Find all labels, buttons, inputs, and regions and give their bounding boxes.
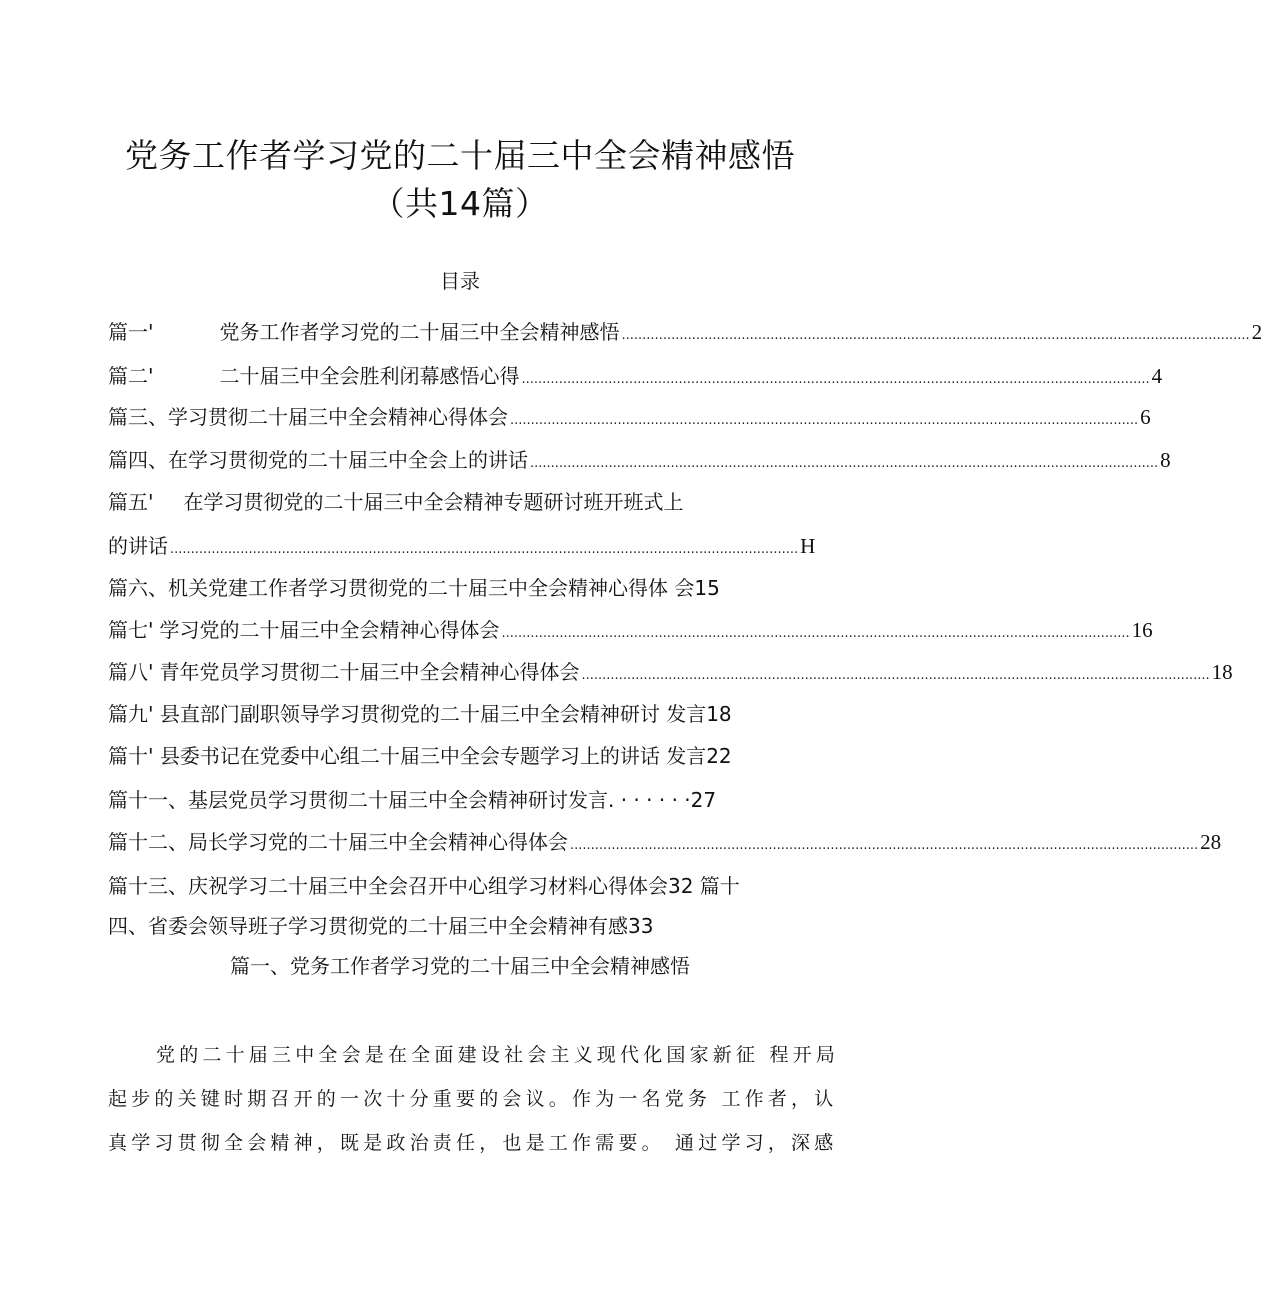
toc-entry-title: 在学习贯彻党的二十届三中全会精神专题研讨班开班式上 [183, 490, 684, 514]
toc-entry[interactable]: 篇十' 县委书记在党委中心组二十届三中全会专题学习上的讲话 发言22 [108, 744, 732, 768]
toc-entry-prefix: 篇十二、 [108, 830, 188, 854]
toc-entry[interactable]: 篇九' 县直部门副职领导学习贯彻党的二十届三中全会精神研讨 发言18 [108, 702, 732, 726]
toc-entry-title: 二十届三中全会胜利闭幕感悟心得 [219, 364, 520, 388]
toc-entry[interactable]: 篇十一、基层党员学习贯彻二十届三中全会精神研讨发言. · · · · · ·27 [108, 788, 717, 812]
toc-entry-prefix: 篇五' [108, 490, 154, 514]
toc-entry-page: 18 [1211, 660, 1233, 684]
leader-dots: ........................................................................................................................................................ [510, 413, 1139, 428]
toc-entry-title: 在学习贯彻党的二十届三中全会上的讲话 [168, 448, 528, 472]
toc-entry-prefix: 篇二' [108, 364, 154, 388]
leader-dots: ........................................................................................................................................................ [570, 838, 1199, 853]
body-paragraph-line: 起步的关键时期召开的一次十分重要的会议。作为一名党务 工作者，认 [108, 1088, 838, 1110]
leader-dots: ........................................................................................................................................................ [521, 372, 1150, 387]
toc-entry-title: 学习党的二十届三中全会精神心得体会 [159, 618, 500, 642]
toc-entry-title: 青年党员学习贯彻二十届三中全会精神心得体会 [159, 660, 580, 684]
toc-entry-page: 16 [1131, 618, 1153, 642]
toc-entry-prefix: 篇八' [108, 660, 154, 684]
toc-entry-page: 8 [1160, 448, 1171, 472]
toc-entry[interactable] [108, 444, 1171, 474]
toc-entry-title: 局长学习党的二十届三中全会精神心得体会 [188, 830, 568, 854]
document-subtitle: （共14篇） [371, 184, 549, 223]
toc-entry-prefix: 篇七' [108, 618, 154, 642]
document-title: 党务工作者学习党的二十届三中全会精神感悟 [125, 136, 795, 175]
section-title: 篇一、党务工作者学习党的二十届三中全会精神感悟 [230, 954, 690, 978]
toc-entry-page: 6 [1140, 405, 1151, 429]
toc-entry[interactable] [108, 614, 1153, 644]
toc-entry[interactable]: 篇六、机关党建工作者学习贯彻党的二十届三中全会精神心得体 会15 [108, 576, 720, 600]
leader-dots: ........................................................................................................................................................ [170, 542, 799, 557]
toc-entry-title-continuation: 的讲话 [108, 534, 168, 558]
toc-entry-prefix: 篇四、 [108, 448, 168, 472]
body-paragraph-line: 真学习贯彻全会精神，既是政治责任，也是工作需要。 通过学习，深感 [108, 1132, 838, 1154]
leader-dots: ........................................................................................................................................................ [501, 626, 1130, 641]
toc-entry-title: 学习贯彻二十届三中全会精神心得体会 [168, 405, 508, 429]
toc-entry-page: 2 [1251, 320, 1262, 344]
toc-entry[interactable] [108, 401, 1151, 431]
leader-dots: ........................................................................................................................................................ [530, 456, 1159, 471]
toc-entry[interactable] [108, 656, 1233, 686]
toc-entry-page: H [800, 534, 816, 558]
toc-entry-title: 党务工作者学习党的二十届三中全会精神感悟 [219, 320, 620, 344]
toc-entry[interactable]: 四、省委会领导班子学习贯彻党的二十届三中全会精神有感33 [108, 914, 654, 938]
leader-dots: ........................................................................................................................................................ [621, 328, 1250, 343]
toc-entry-page: 4 [1151, 364, 1163, 388]
body-paragraph-line: 党的二十届三中全会是在全面建设社会主义现代化国家新征 程开局 [156, 1044, 840, 1066]
toc-entry[interactable]: 篇十三、庆祝学习二十届三中全会召开中心组学习材料心得体会32 篇十 [108, 874, 740, 898]
toc-entry-prefix: 篇三、 [108, 405, 168, 429]
toc-entry[interactable] [108, 826, 1222, 856]
toc-entry-page: 28 [1200, 830, 1222, 854]
toc-entry[interactable] [108, 360, 1163, 390]
leader-dots: ........................................................................................................................................................ [581, 668, 1210, 683]
toc-entry[interactable] [108, 316, 1262, 346]
toc-heading: 目录 [440, 269, 480, 293]
toc-entry-continuation[interactable] [108, 530, 816, 560]
toc-entry[interactable] [108, 486, 848, 516]
toc-entry-prefix: 篇一' [108, 320, 154, 344]
